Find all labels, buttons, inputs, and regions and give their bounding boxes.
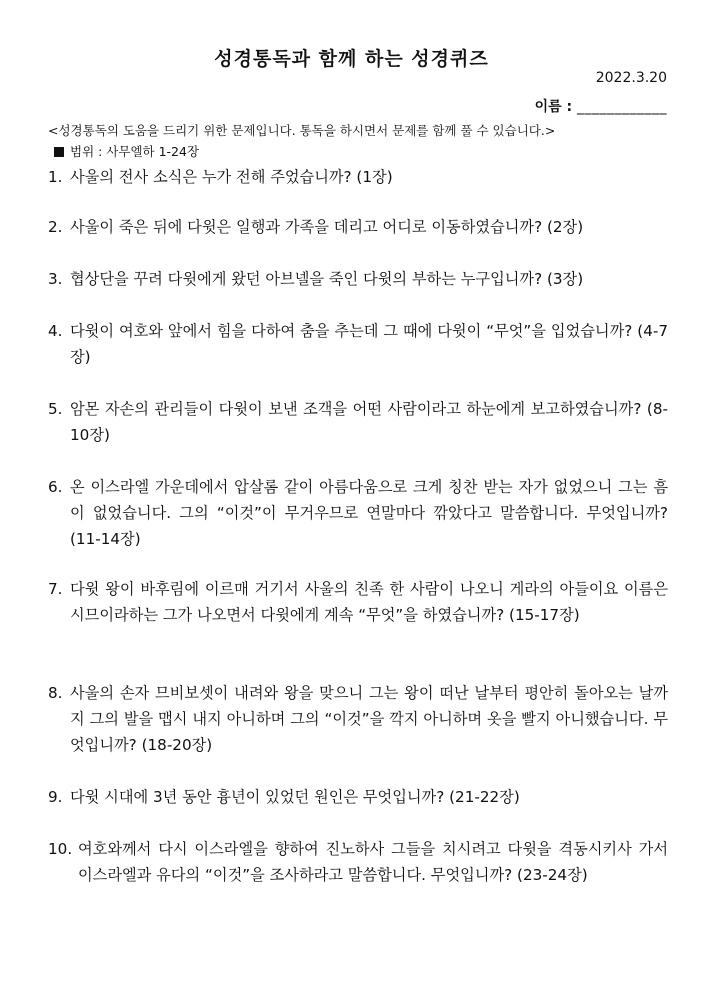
question-5 xyxy=(48,396,668,448)
question-number: 3. xyxy=(48,270,63,288)
question-text: 여호와께서 다시 이스라엘을 향하여 진노하사 그들을 치시려고 다윗을 격동시키사 가서 이스라엘과 유다의 “이것”을 조사하라고 말씀합니다. 무엇입니까? (23-24장) xyxy=(78,840,668,884)
question-4 xyxy=(48,318,668,370)
name-label: 이름 : xyxy=(534,99,577,115)
question-text: 다윗 왕이 바후림에 이르매 거기서 사울의 친족 한 사람이 나오니 게라의 아들이요 이름은 시므이라하는 그가 나오면서 다윗에게 계속 “무엇”을 하였습니까? (15-17장) xyxy=(70,580,668,624)
question-number: 7. xyxy=(48,580,63,598)
question-text: 다윗 시대에 3년 동안 흉년이 있었던 원인은 무엇입니까? (21-22장) xyxy=(70,788,520,806)
question-number: 4. xyxy=(48,322,63,340)
question-number: 8. xyxy=(48,684,63,702)
question-7 xyxy=(48,576,668,628)
question-number: 1. xyxy=(48,168,63,186)
question-number: 6. xyxy=(48,478,63,496)
question-text: 사울의 손자 므비보셋이 내려와 왕을 맞으니 그는 왕이 떠난 날부터 평안히 돌아오는 날까지 그의 발을 맵시 내지 아니하며 그의 “이것”을 깍지 아니하며 옷을 빨지 아니했습니다. 무엇입니까? (18-20장) xyxy=(70,684,668,754)
question-number: 9. xyxy=(48,788,63,806)
range-text: 범위 : 사무엘하 1-24장 xyxy=(70,144,200,159)
question-6 xyxy=(48,474,668,552)
question-2 xyxy=(48,214,668,240)
black-square-icon xyxy=(54,147,64,157)
question-8 xyxy=(48,680,668,758)
question-text: 암몬 자손의 관리들이 다윗이 보낸 조객을 어떤 사람이라고 하눈에게 보고하였습니까? (8-10장) xyxy=(70,400,668,444)
question-text: 사울의 전사 소식은 누가 전해 주었습니까? (1장) xyxy=(70,168,393,186)
question-3 xyxy=(48,266,668,292)
question-number: 10. xyxy=(48,840,73,858)
question-text: 다윗이 여호와 앞에서 힘을 다하여 춤을 추는데 그 때에 다윗이 “무엇”을 입었습니까? (4-7장) xyxy=(70,322,668,366)
question-number: 5. xyxy=(48,400,63,418)
range-line xyxy=(54,142,199,160)
name-blank: ____________ xyxy=(577,99,667,115)
question-10 xyxy=(48,836,668,888)
question-text: 협상단을 꾸려 다윗에게 왔던 아브넬을 죽인 다윗의 부하는 누구입니까? (3장) xyxy=(70,270,584,288)
question-number: 2. xyxy=(48,218,63,236)
question-text: 사울이 죽은 뒤에 다윗은 일행과 가족을 데리고 어디로 이동하였습니까? (2장) xyxy=(70,218,584,236)
notice-text: <성경통독의 도움을 드리기 위한 문제입니다. 통독을 하시면서 문제를 함께 풀 수 있습니다.> xyxy=(48,123,556,138)
question-text: 온 이스라엘 가운데에서 압살롬 같이 아름다움으로 크게 칭찬 받는 자가 없었으니 그는 흠이 없었습니다. 그의 “이것”이 무거우므로 연말마다 깎았다고 말씀합니다. 무엇입니까? (11-14장) xyxy=(70,478,668,548)
date-text: 2022.3.20 xyxy=(595,70,667,86)
name-field xyxy=(535,96,667,116)
question-9 xyxy=(48,784,668,810)
question-1 xyxy=(48,164,668,190)
page-title: 성경통독과 함께 하는 성경퀴즈 xyxy=(214,48,489,70)
